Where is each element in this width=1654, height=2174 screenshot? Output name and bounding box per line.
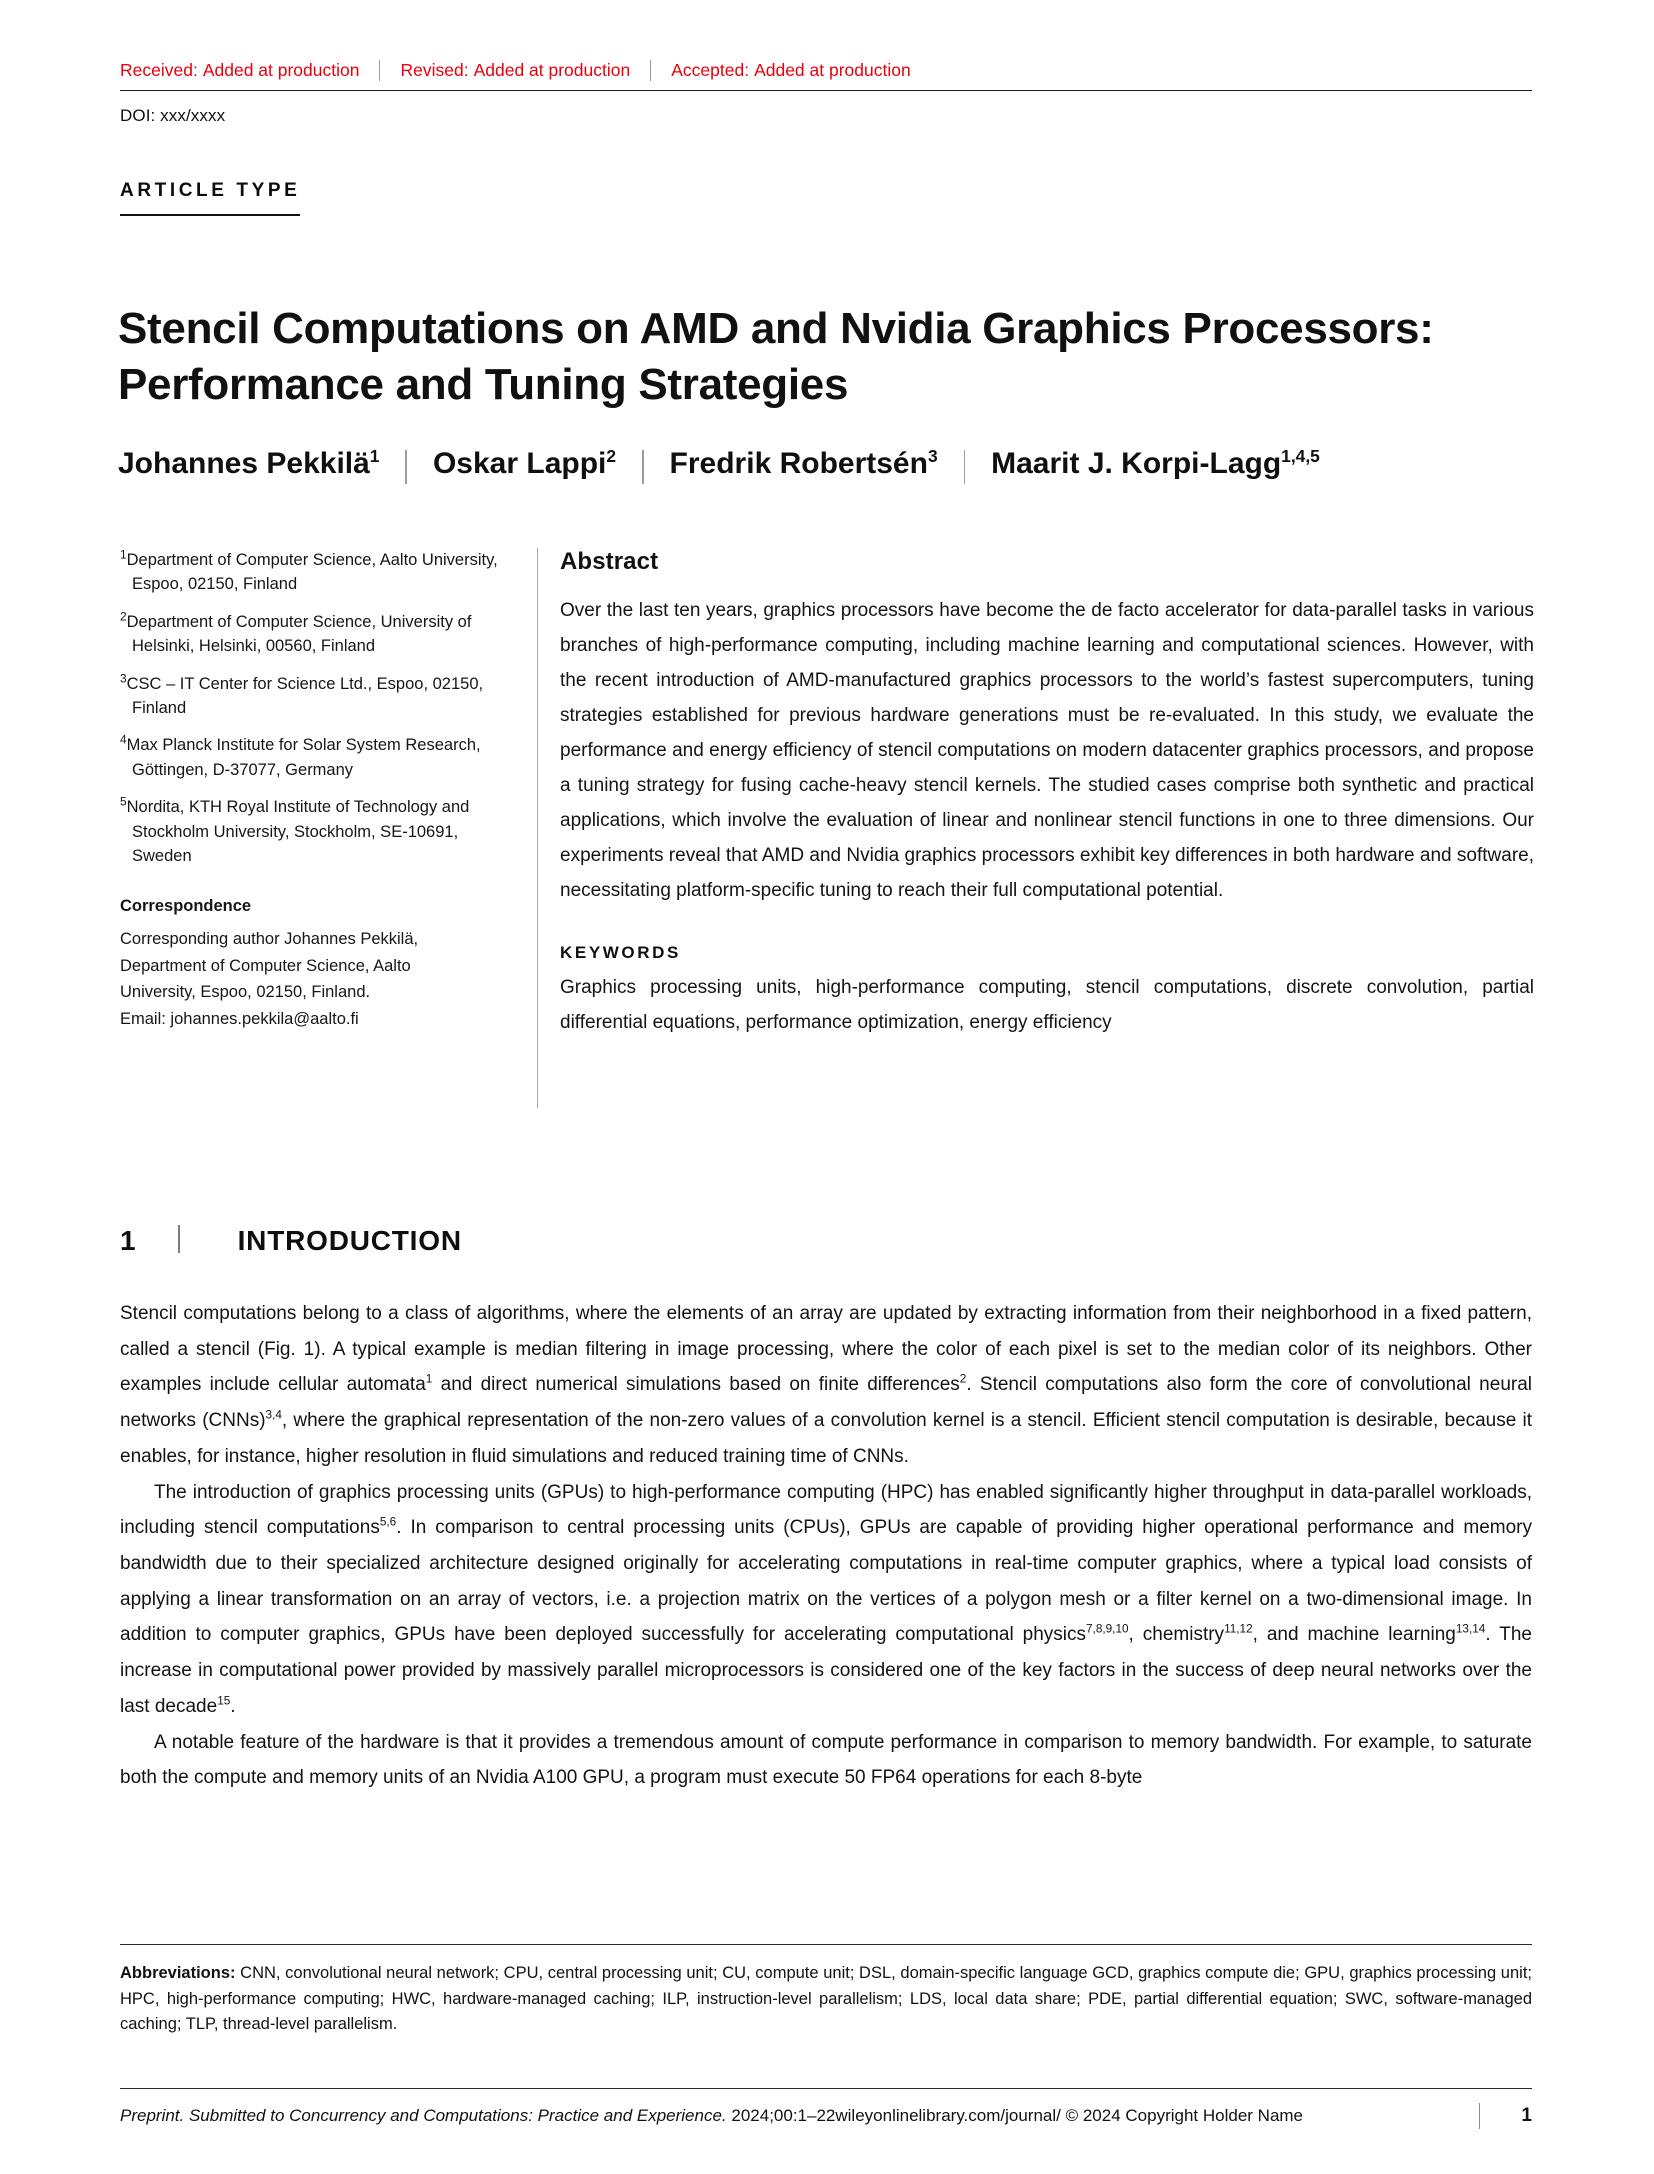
history-revised [379, 60, 650, 81]
paragraph-1-part-d: , where the graphical representation of the non-zero values of a convolution kernel is a stencil. Efficient stencil computation is desirable, because it enables, for instance, higher resolution in fluid simulations and reduced training time of CNNs. [120, 1410, 1532, 1467]
citation-3-4: 3,4 [265, 1408, 282, 1422]
history-accepted [650, 60, 930, 81]
affiliation-2 [120, 610, 520, 659]
history-received [120, 60, 379, 81]
history-accepted-value: Added at production [754, 60, 911, 80]
affiliation-4 [120, 733, 520, 782]
author-separator [642, 450, 644, 484]
citation-15: 15 [217, 1694, 231, 1708]
paragraph-3: A notable feature of the hardware is that it provides a tremendous amount of compute performance in comparison to memory bandwidth. For example, to saturate both the compute and memory units of an Nvidia A100 GPU, a program must execute 50 FP64 operations for each 8-byte [120, 1731, 1532, 1789]
body-text [120, 1296, 1532, 1796]
section-title: INTRODUCTION [237, 1225, 462, 1256]
paragraph-2-part-f: . [230, 1695, 236, 1717]
author-2-affiliation-marker: 2 [606, 446, 617, 466]
correspondence-line-3: University, Espoo, 02150, Finland. [120, 983, 371, 1002]
paragraph-1-part-b: and direct numerical simulations based on finite differences [432, 1374, 960, 1396]
footer-citation-italic: Preprint. Submitted to Concurrency and Computations: Practice and Experience. [120, 2106, 727, 2125]
column-divider [537, 548, 538, 1108]
page-number: 1 [1521, 2105, 1532, 2126]
author-3-name: Fredrik Robertsén [669, 447, 928, 480]
keywords-heading: KEYWORDS [560, 942, 681, 962]
affiliation-5 [120, 795, 520, 868]
affiliation-3-marker: 3 [120, 671, 127, 686]
author-separator [964, 450, 966, 484]
affiliation-1-text: Department of Computer Science, Aalto University, Espoo, 02150, Finland [126, 551, 498, 594]
author-3-affiliation-marker: 3 [927, 446, 938, 466]
metadata-column [120, 548, 520, 1033]
section-heading-introduction [120, 1222, 462, 1257]
paragraph-2 [120, 1475, 1532, 1725]
keywords-text: Graphics processing units, high-performance computing, stencil computations, discrete convolution, partial differential equations, performance optimization, energy efficiency [560, 976, 1534, 1033]
history-accepted-label: Accepted: [671, 60, 750, 80]
correspondence-line-2: Department of Computer Science, Aalto [120, 956, 411, 975]
page-footer [120, 2088, 1532, 2129]
paragraph-1-part-a: Stencil computations belong to a class of algorithms, where the elements of an array are updated by extracting information from their neighborhood in a fixed pattern, called a stencil (Fig. 1). A typical example is median filtering in image processing, where the color of each pixel is set to the median color of its neighbors. Other examples include cellular automata [120, 1303, 1532, 1396]
history-revised-label: Revised: [400, 60, 469, 80]
affiliation-5-text: Nordita, KTH Royal Institute of Technology and Stockholm University, Stockholm, SE-10691, Sweden [126, 798, 470, 866]
author-3 [670, 447, 938, 482]
history-revised-value: Added at production [473, 60, 631, 80]
citation-1: 1 [425, 1373, 433, 1387]
paragraph-2-part-a: The introduction of graphics processing units (GPUs) to high-performance computing (HPC) has enabled significantly higher throughput in data-parallel workloads, including stencil computations [120, 1481, 1532, 1539]
citation-5-6: 5,6 [379, 1515, 397, 1529]
correspondence-line-1: Corresponding author Johannes Pekkilä, [120, 929, 419, 948]
affiliation-2-text: Department of Computer Science, University of Helsinki, Helsinki, 00560, Finland [126, 612, 472, 656]
abbreviations-label: Abbreviations: [120, 1964, 236, 1982]
author-1-name: Johannes Pekkilä [118, 447, 370, 480]
abstract-heading: Abstract [560, 548, 659, 575]
section-divider [178, 1225, 180, 1253]
author-2 [433, 447, 616, 482]
affiliation-2-marker: 2 [120, 609, 127, 624]
paragraph-2-part-b: . In comparison to central processing units (CPUs), GPUs are capable of providing higher operational performance and memory bandwidth due to their specialized architecture designed originally for accelerating computations in real-time computer graphics, where a typical load consists of applying a linear transformation on an array of vectors, i.e. a projection matrix on the vertices of a polygon mesh or a filter kernel on a two-dimensional image. In addition to computer graphics, GPUs have been deployed successfully for accelerating computational physics [120, 1517, 1533, 1646]
affiliation-1-marker: 1 [120, 547, 127, 562]
footer-citation [120, 2106, 1469, 2126]
affiliation-3-text: CSC – IT Center for Science Ltd., Espoo, 02150, Finland [126, 674, 484, 718]
abbreviations-footnote [120, 1944, 1532, 2038]
paragraph-1-part-c: . Stencil computations also form the core of convolutional neural networks (CNNs) [120, 1374, 1532, 1432]
doi-line: DOI: xxx/xxxx [120, 106, 226, 125]
abstract-text: Over the last ten years, graphics processors have become the de facto accelerator for data-parallel tasks in various branches of high-performance computing, including machine learning and computational sciences. However, with the recent introduction of AMD-manufactured graphics processors to the world’s fastest supercomputers, tuning strategies established for previous hardware generations must be re-evaluated. In this study, we evaluate the performance and energy efficiency of stencil computations on modern datacenter graphics processors, and propose a tuning strategy for fusing cache-heavy stencil kernels. The studied cases comprise both synthetic and practical applications, which involve the evaluation of linear and nonlinear stencil functions in one to three dimensions. Our experiments reveal that AMD and Nvidia graphics processors exhibit key differences in both hardware and software, necessitating platform-specific tuning to reach their full computational potential. [560, 600, 1534, 901]
affiliation-5-marker: 5 [120, 794, 127, 809]
correspondence-email: Email: johannes.pekkila@aalto.fi [120, 1010, 359, 1029]
article-history-bar [120, 60, 1532, 91]
citation-7-10: 7,8,9,10 [1086, 1623, 1129, 1637]
author-4-affiliation-marker: 1,4,5 [1281, 446, 1320, 466]
abbreviations-text: CNN, convolutional neural network; CPU, central processing unit; CU, compute unit; DSL, domain-specific language GCD, graphics compute die; GPU, graphics processing unit; HPC, high-performance computing; HWC, hardware-managed caching; ILP, instruction-level parallelism; LDS, local data share; PDE, partial differential equation; SWC, software-managed caching; TLP, thread-level parallelism. [120, 1964, 1532, 2034]
author-4-name: Maarit J. Korpi-Lagg [991, 447, 1282, 480]
author-4 [991, 447, 1320, 482]
author-2-name: Oskar Lappi [432, 447, 607, 480]
paragraph-1 [120, 1296, 1532, 1475]
footer-divider [1479, 2103, 1480, 2129]
affiliation-3 [120, 672, 520, 721]
citation-13-14: 13,14 [1455, 1623, 1486, 1637]
paragraph-2-part-c: , chemistry [1128, 1624, 1225, 1646]
affiliation-1 [120, 548, 520, 597]
author-list [118, 447, 1548, 484]
correspondence-heading: Correspondence [120, 897, 252, 916]
history-received-label: Received: [120, 60, 198, 80]
article-type-label: ARTICLE TYPE [120, 180, 300, 216]
history-received-value: Added at production [202, 60, 360, 80]
author-1-affiliation-marker: 1 [369, 446, 380, 466]
affiliation-4-marker: 4 [120, 732, 127, 747]
author-separator [405, 450, 407, 484]
citation-11-12: 11,12 [1224, 1623, 1253, 1637]
section-number: 1 [120, 1225, 137, 1256]
paragraph-2-part-d: , and machine learning [1252, 1624, 1456, 1646]
page-title: Stencil Computations on AMD and Nvidia Graphics Processors: Performance and Tuning Strategies [118, 304, 1434, 410]
author-1 [118, 447, 379, 482]
paragraph-2-part-e: . The increase in computational power provided by massively parallel microprocessors is considered one of the key factors in the success of deep neural networks over the last decade [120, 1624, 1532, 1717]
footer-citation-rest: 2024;00:1–22wileyonlinelibrary.com/journal/ © 2024 Copyright Holder Name [726, 2106, 1304, 2125]
affiliation-4-text: Max Planck Institute for Solar System Research, Göttingen, D-37077, Germany [126, 736, 481, 779]
abstract-column [560, 548, 1534, 1040]
citation-2: 2 [959, 1373, 967, 1387]
